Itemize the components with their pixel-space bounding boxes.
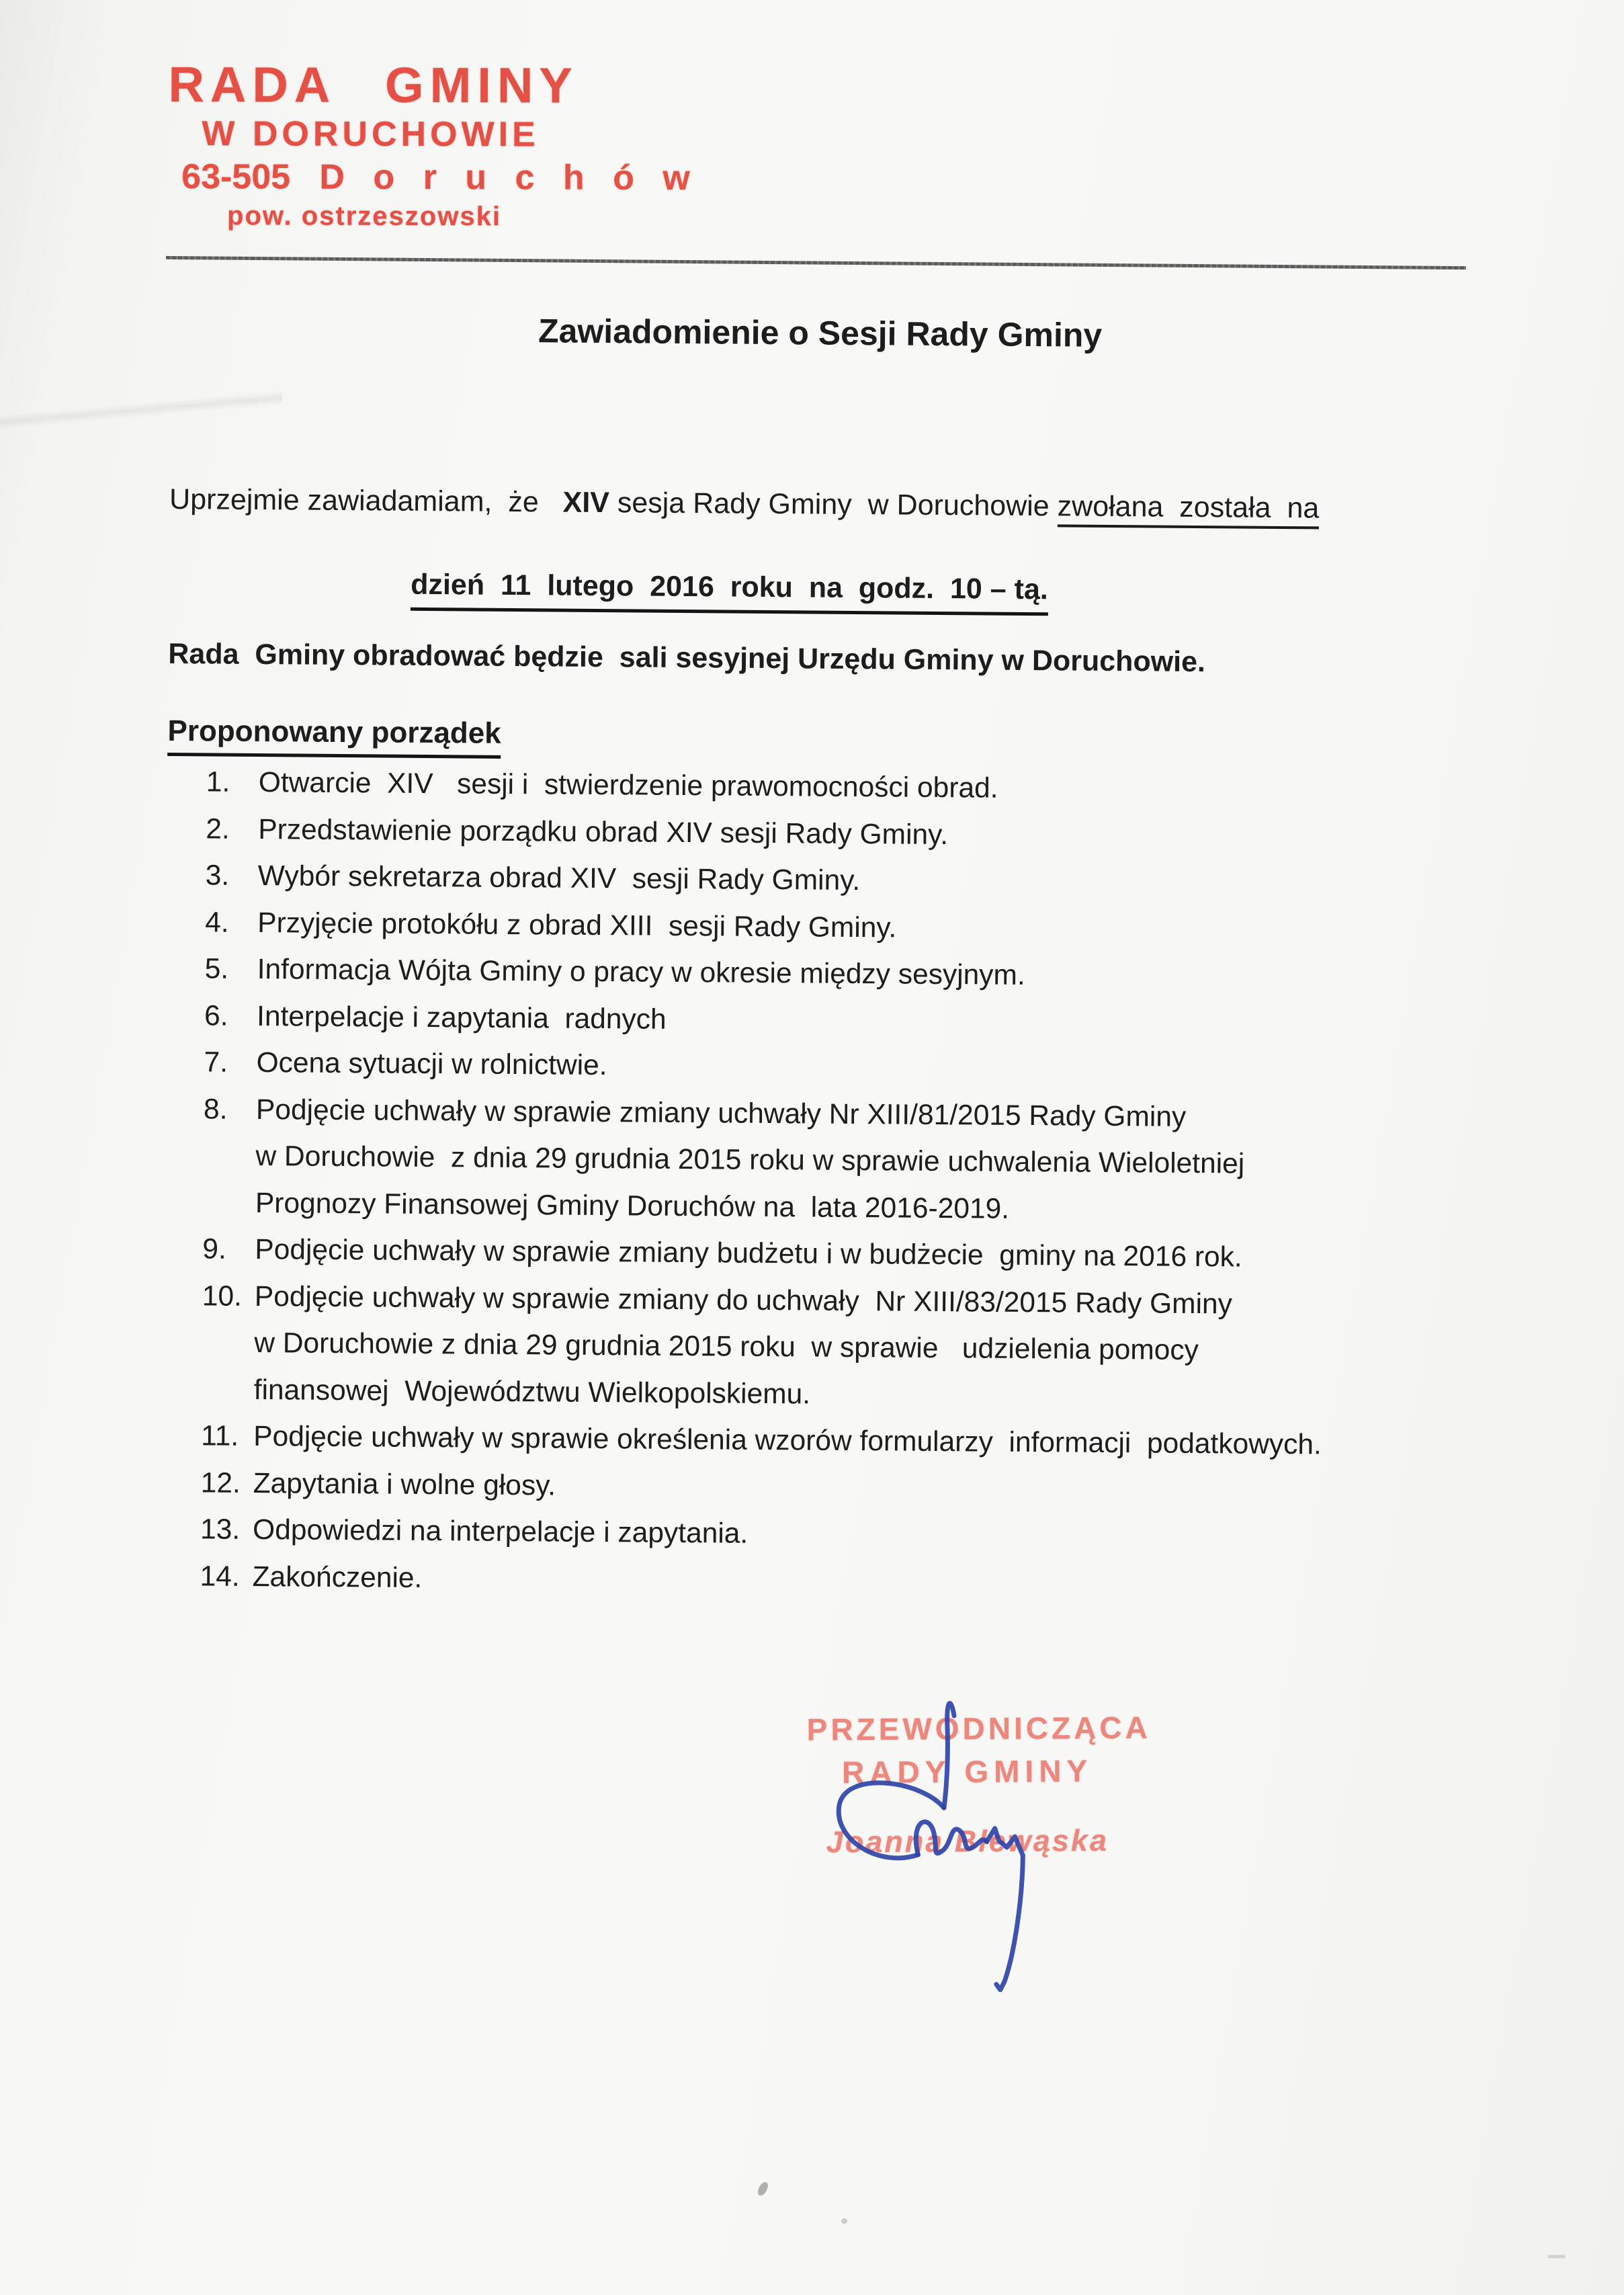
agenda-item-text: Podjęcie uchwały w sprawie określenia wzorów formularzy informacji podatkowych. — [253, 1421, 1322, 1461]
signature-ink — [818, 1685, 1042, 2003]
agenda-item-number: 5. — [204, 953, 229, 985]
scan-speck — [1548, 2255, 1566, 2258]
intro-session-number: XIV — [562, 486, 610, 519]
office-stamp — [168, 56, 699, 232]
agenda-item-text: Zapytania i wolne głosy. — [253, 1467, 556, 1502]
agenda-item-text: Interpelacje i zapytania radnych — [256, 1000, 667, 1036]
agenda-item — [203, 1086, 1535, 1237]
agenda-item-text: Ocena sytuacji w rolnictwie. — [256, 1047, 607, 1082]
agenda-item — [201, 1273, 1533, 1423]
agenda-item-number: 8. — [203, 1093, 228, 1126]
chairwoman-stamp-org: RADY GMINY — [841, 1753, 1093, 1790]
agenda-item-number: 10. — [202, 1280, 243, 1312]
agenda-item-text: Wybór sekretarza obrad XIV sesji Rady Gminy. — [257, 860, 861, 897]
agenda-item-text: Przyjęcie protokółu z obrad XIII sesji Rady Gminy. — [257, 907, 897, 944]
agenda-list — [200, 759, 1537, 1610]
agenda-item-number: 9. — [202, 1233, 227, 1265]
session-location-line: Rada Gminy obradować będzie sali sesyjnej Urzędu Gminy w Doruchowie. — [168, 637, 1206, 679]
intro-underlined-text: zwołana została na — [1057, 490, 1319, 529]
agenda-item-number: 4. — [205, 906, 229, 939]
agenda-item-number: 11. — [201, 1420, 239, 1452]
agenda-item-number: 1. — [206, 766, 230, 798]
agenda-item-text: Przedstawienie porządku obrad XIV sesji Rady Gminy. — [258, 813, 949, 851]
divider-line — [166, 256, 1466, 269]
agenda-item-text: Zakończenie. — [252, 1560, 423, 1594]
agenda-item-text: Otwarcie XIV sesji i stwierdzenie prawomocności obrad. — [258, 767, 998, 804]
scan-speck — [756, 2180, 770, 2197]
page-title: Zawiadomienie o Sesji Rady Gminy — [538, 312, 1103, 354]
agenda-item — [200, 1553, 1530, 1610]
agenda-item-text: Odpowiedzi na interpelacje i zapytania. — [252, 1514, 749, 1550]
agenda-item-number: 12. — [200, 1466, 241, 1499]
intro-paragraph — [169, 482, 1446, 528]
session-date-line: dzień 11 lutego 2016 roku na godz. 10 – tą. — [411, 569, 1048, 616]
scan-speck — [841, 2218, 847, 2224]
agenda-item-number: 3. — [205, 860, 230, 892]
agenda-item-text: Podjęcie uchwały w sprawie zmiany do uchwały Nr XIII/83/2015 Rady Gminy w Doruchowie z dnia 29 grudnia 2015 roku w sprawie udzielenia pomocy finansowej Województwu Wielkopolskiemu. — [253, 1280, 1233, 1411]
office-stamp-line1: RADA GMINY — [168, 56, 579, 114]
intro-text-2: sesja Rady Gminy w Doruchowie — [609, 487, 1058, 523]
chairwoman-stamp-name: Joanna Blewąska — [826, 1823, 1109, 1860]
office-stamp-line2: W DORUCHOWIE — [202, 114, 540, 155]
agenda-heading: Proponowany porządek — [167, 714, 501, 759]
office-stamp-line3: 63-505 D o r u c h ó w — [181, 157, 699, 198]
agenda-item-number: 7. — [204, 1046, 228, 1079]
office-stamp-line4: pow. ostrzeszowski — [226, 201, 502, 232]
agenda-item-text: Informacja Wójta Gminy o pracy w okresie między sesyjnym. — [257, 954, 1025, 992]
agenda-item-text: Podjęcie uchwały w sprawie zmiany budżetu i w budżecie gminy na 2016 rok. — [255, 1234, 1242, 1274]
agenda-item-number: 6. — [204, 999, 228, 1032]
agenda-item-number: 2. — [206, 812, 230, 845]
chairwoman-stamp-title: PRZEWODNICZĄCA — [806, 1710, 1151, 1747]
agenda-item-number: 14. — [200, 1560, 240, 1593]
intro-text-1: Uprzejmie zawiadamiam, że — [169, 483, 563, 519]
agenda-item-text: Podjęcie uchwały w sprawie zmiany uchwały Nr XIII/81/2015 Rady Gminy w Doruchowie z dnia 29 grudnia 2015 roku w sprawie uchwalenia Wieloletniej Prognozy Finansowej Gminy Doruchów na lata 2016-2019. — [255, 1093, 1245, 1225]
agenda-item-number: 13. — [200, 1513, 241, 1546]
